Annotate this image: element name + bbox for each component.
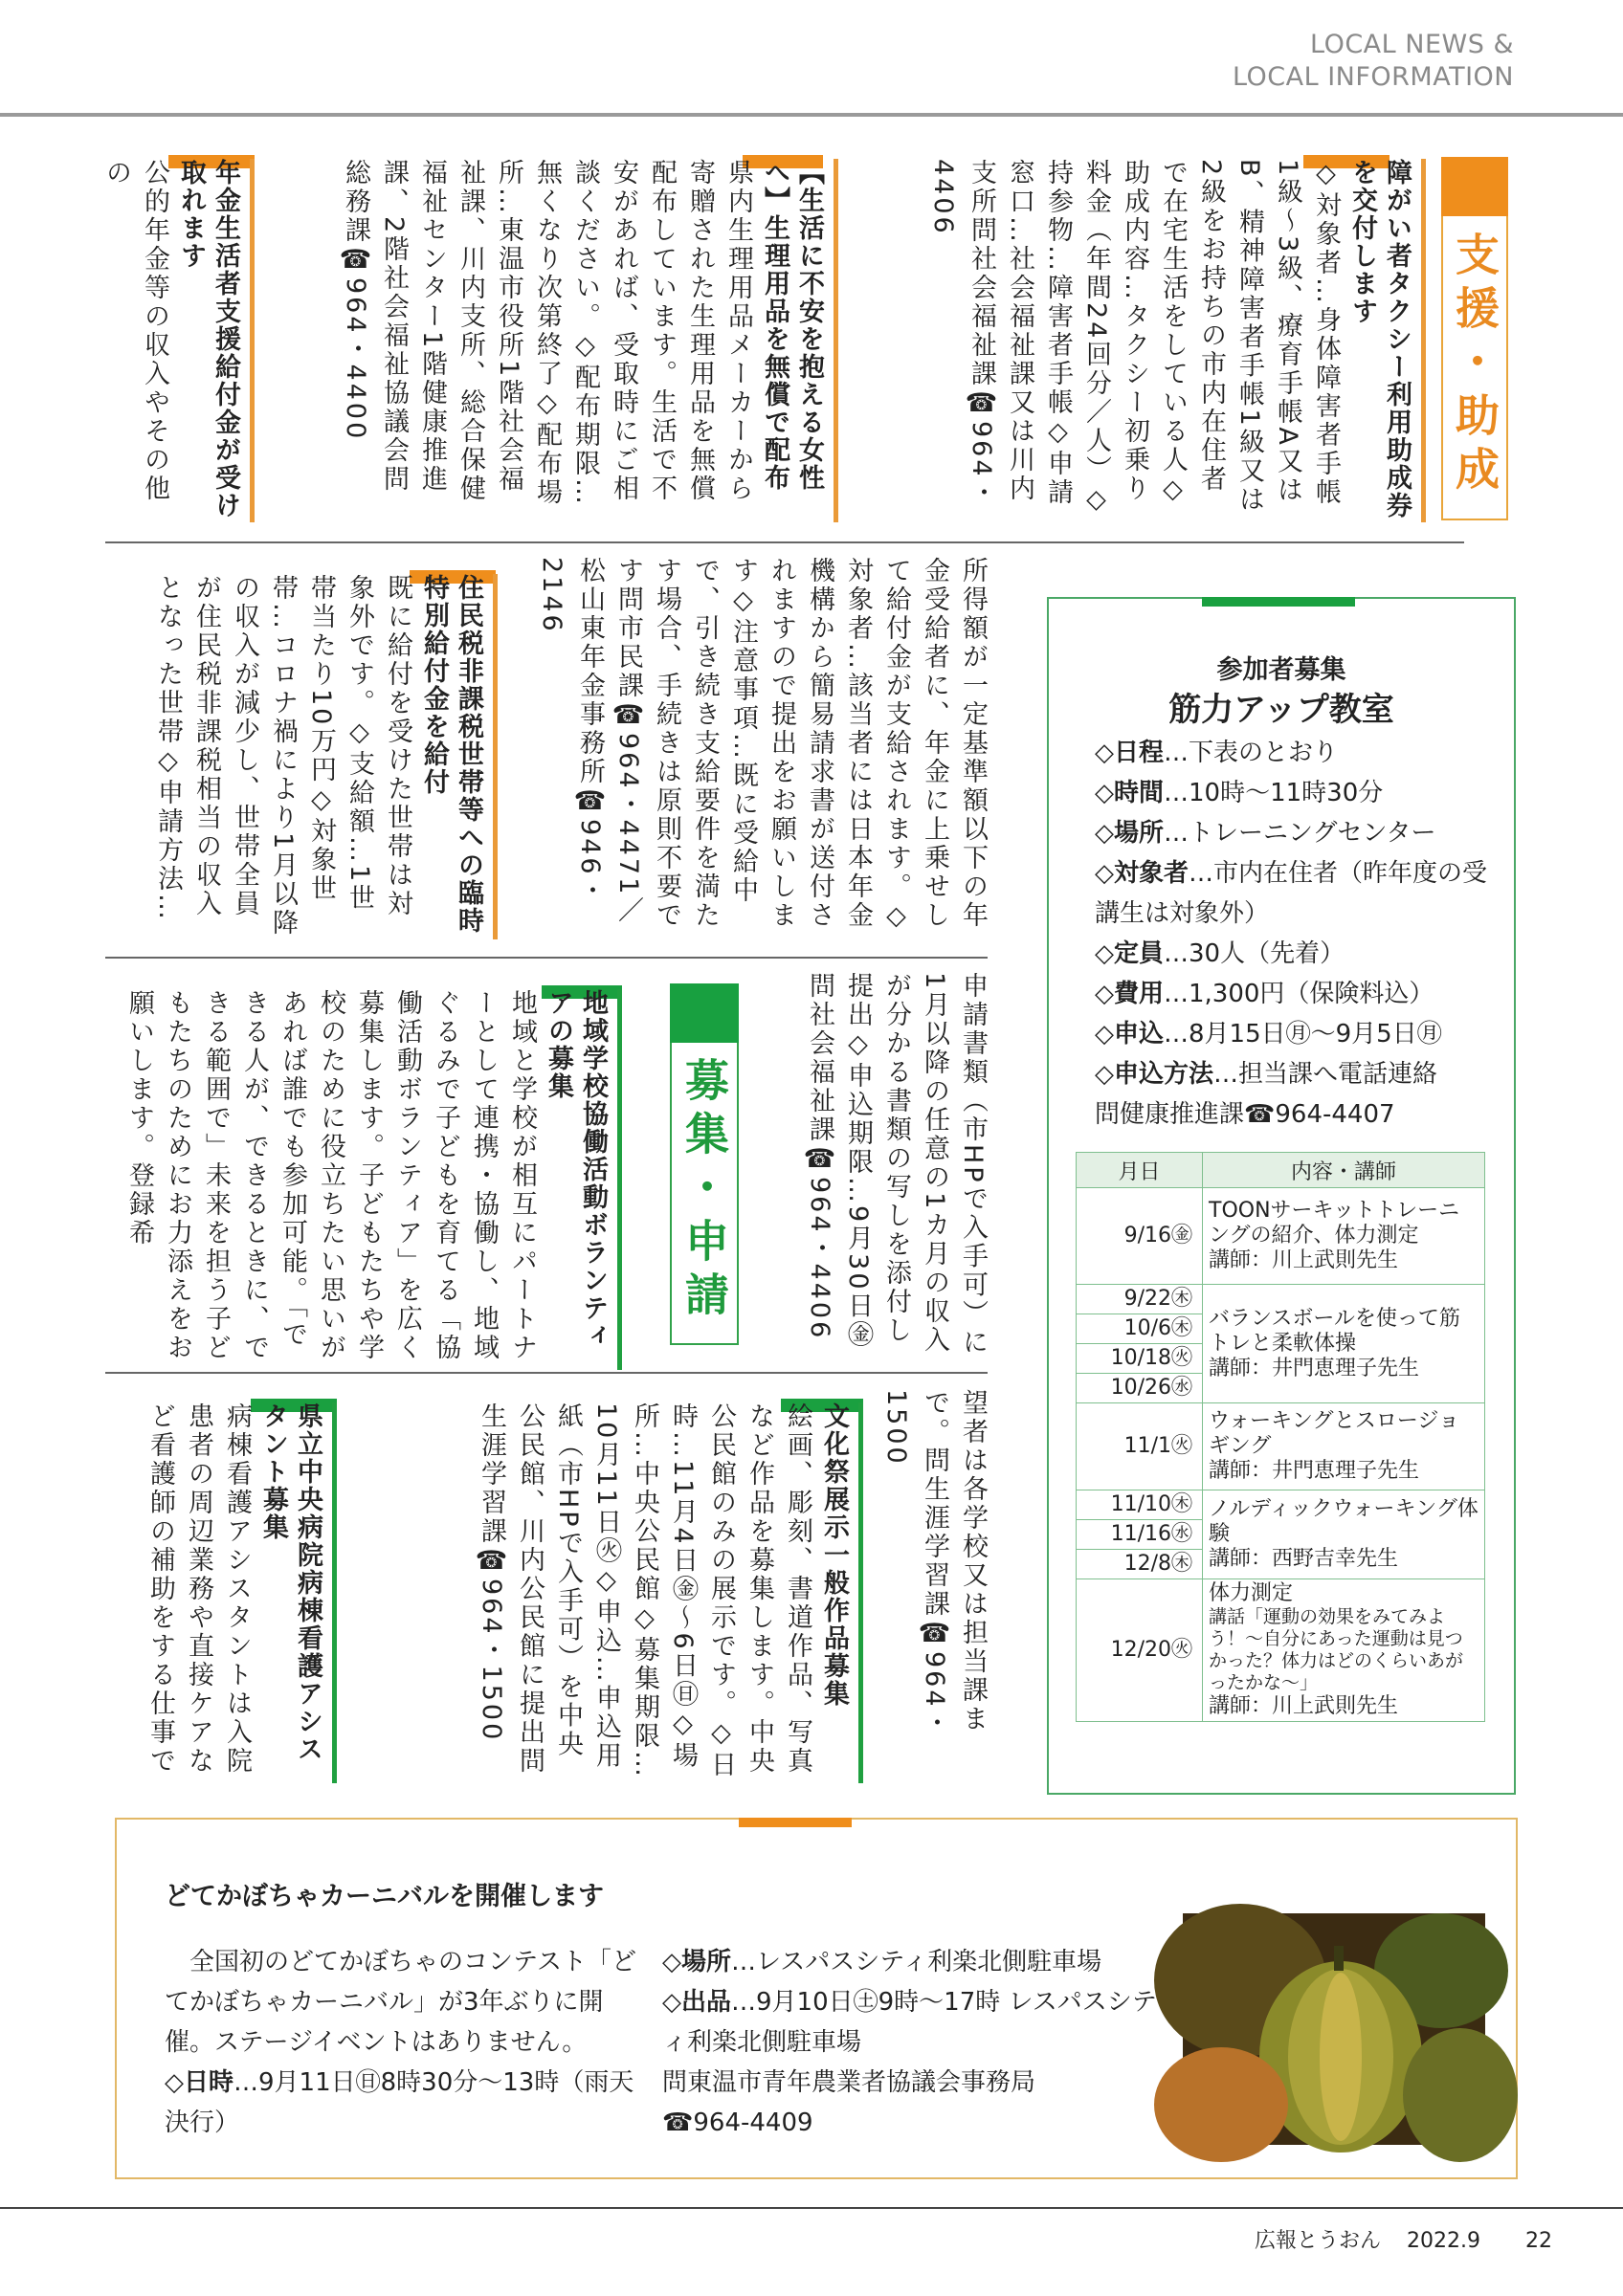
sanitary-contact: 問総務課☎964・4400 [341,159,409,495]
row-content: バランスボールを使って筋トレと柔軟体操 講師：井門恵理子先生 [1203,1285,1485,1403]
carnival-entry: ◇出品…9月10日㊏9時～17時 レスパスシティ利楽北側駐車場 [662,1988,1157,2057]
publication-name: 広報とうおん [1255,2229,1382,2253]
pension-contact: 問市民課☎964・4471／松山東年金事務所☎946・2146 [537,557,643,926]
pumpkin-photo [1183,1913,1485,2145]
row-date: 9/16㊎ [1077,1188,1203,1285]
detail-line: ◇申込…8月15日㊊～9月5日㊊ [1095,1020,1442,1049]
hospital-title: 県立中央病院病棟看護アシスタント募集 [256,1402,337,1783]
school-body-b: 望者は各学校又は担当課まで。問生涯学習課☎964・1500 [881,1389,988,1738]
carnival-box [115,1818,1518,2179]
schedule-table [1076,1152,1485,1722]
sanitary-body: 県内生理用品メーカーから寄贈された生理用品を無償配布しています。生活で不安があれば、受取時にご相談ください。◇配布期限…無くなり次第終了◇配布場所…東温市役所1階社会福祉課、川内支所、総合保健福祉センター1階健康推進課、2階社会福祉協議会問総務課☎964・4400 [341,159,753,507]
pension-title: 年金生活者支援給付金が受け取れます [173,159,255,522]
row-date: 12/20㊋ [1077,1579,1203,1722]
header-date: 月日 [1077,1153,1203,1188]
hospital-article [105,1402,337,1783]
tab-cap [1441,157,1508,216]
carnival-right-text [662,1942,1160,2143]
muscle-class-box [1047,597,1516,1795]
row-date: 10/26㊌ [1077,1374,1203,1403]
carnival-contact-2: ☎964-4409 [662,2108,813,2137]
issue-date: 2022.9 [1407,2229,1480,2253]
tab-cap [670,983,739,1043]
header-content: 内容・講師 [1203,1153,1485,1188]
table-header-row [1077,1153,1485,1188]
pension-body-a: 公的年金等の収入やその他の [101,159,169,503]
footer [1235,2224,1552,2254]
carnival-place: ◇場所…レスパスシティ利楽北側駐車場 [662,1948,1102,1976]
section-label-support: 支援・助成 [1449,232,1501,499]
carnival-left-text [165,1942,643,2143]
table-row [1077,1403,1485,1490]
row-content: 体力測定 講話「運動の効果をみてみよう！～自分にあった運動は見つかった？体力はどのくらいあがったかな～」 講師：川上武則先生 [1203,1579,1485,1722]
divider-3 [105,1372,988,1374]
table-row [1077,1285,1485,1314]
detail-line: ◇対象者…市内在住者（昨年度の受講生は対象外） [1095,859,1488,928]
muscle-title: 筋力アップ教室 [1168,691,1394,729]
school-title: 地域学校協働活動ボランティアの募集 [541,989,622,1370]
section-tab-support [1441,159,1508,520]
detail-line: ◇場所…トレーニングセンター [1095,819,1436,848]
carnival-contact-1: 問東温市青年農業者協議会事務局 [662,2068,1036,2097]
taxexempt-contact: 問社会福祉課☎964・4406 [805,972,834,1341]
pension-article-b [537,557,991,939]
taxexempt-body-b: 申請書類（市HPで入手可）に1月以降の任意の1カ月の収入が分かる書類の写しを添付し提出◇申込期限…9月30日㊎問社会福祉課☎964・4406 [805,972,988,1358]
school-contact: 問生涯学習課☎964・1500 [881,1389,949,1738]
header-rule [0,113,1623,117]
muscle-contact: 問健康推進課☎964-4407 [1095,1100,1395,1129]
festival-title: 文化祭展示一般作品募集 [816,1402,863,1783]
taxexempt-article [105,574,498,939]
section-tab-recruit [670,985,739,1345]
muscle-subtitle: 参加者募集 [1216,655,1346,685]
detail-line: ◇費用…1,300円（保険料込） [1095,980,1434,1008]
divider-1 [105,541,1464,543]
pension-article-a [92,159,255,522]
school-article-b [881,1389,991,1783]
section-label-recruit: 募集・申請 [678,1057,730,1325]
header-line-2: LOCAL INFORMATION [1232,62,1514,92]
table-row [1077,1490,1485,1520]
detail-line: ◇申込方法…担当課へ電話連絡 [1095,1060,1438,1089]
row-date: 11/10㊍ [1077,1490,1203,1520]
carnival-intro: 全国初のどてかぼちゃのコンテスト「どてかぼちゃカーニバル」が3年ぶりに開催。ステージイベントはありません。 [165,1948,636,2057]
header-line-1: LOCAL NEWS & [1309,30,1514,59]
divider-2 [105,957,988,959]
row-date: 12/8㊍ [1077,1550,1203,1579]
row-date: 11/16㊌ [1077,1520,1203,1550]
row-date: 9/22㊍ [1077,1285,1203,1314]
box-cap [739,1818,852,1827]
pumpkin-image [1183,1913,1485,2145]
row-content: ノルディックウォーキング体験 講師：西野吉幸先生 [1203,1490,1485,1579]
sanitary-title: 【生活に不安を抱える女性へ】生理用品を無償で配布 [757,159,838,522]
hospital-body: 病棟看護アシスタントは入院患者の周辺業務や直接ケアなど看護師の補助をする仕事で [145,1402,252,1776]
taxexempt-article-b [783,972,991,1370]
pension-body-b: 所得額が一定基準額以下の年金受給者に、年金に上乗せして給付金が支給されます。◇対象者…該当者には日本年金機構から簡易請求書が送付されますので提出をお願いします◇注意事項…既に受給中で、引き続き支給要件を満たす場合、手続きは原則不要です問市民課☎964・4471／松山東年金事務所☎946・2146 [537,557,988,934]
row-content: TOONサーキットトレーニングの紹介、体力測定 講師：川上武則先生 [1203,1188,1485,1285]
footer-rule [0,2207,1623,2209]
festival-body: 絵画、彫刻、書道作品、写真など作品を募集します。中央公民館のみの展示です。◇日時…11月4日㊎～6日㊐◇場所…中央公民館◇募集期限…10月11日㊋◇申込…申込用紙（市HPで入手可）を中央公民館、川内公民館に提出問生涯学習課☎964・1500 [477,1402,812,1779]
page-number: 22 [1525,2229,1552,2253]
detail-line: ◇日程…下表のとおり [1095,739,1339,767]
taxexempt-title: 住民税非課税世帯等への臨時特別給付金を給付 [416,574,498,939]
carnival-datetime: ◇日時…9月11日㊐8時30分～13時（雨天決行） [165,2068,634,2137]
sanitary-article [297,159,838,522]
muscle-details [1095,733,1506,1135]
taxi-body: ◇対象者…身体障害者手帳1級～3級、療育手帳A又はB、精神障害者手帳1級又は2級をお持ちの市内在住者で在宅生活をしている人◇助成内容…タクシー初乗り料金（年間24回分／人）◇持参物…障害者手帳◇申請窓口…社会福祉課又は川内支所問社会福祉課☎964・4406 [928,159,1341,518]
school-body-a: 地域と学校が相互にパートナーとして連携・協働し、地域ぐるみで子どもを育てる「協働活動ボランティア」を広く募集します。子どもたちや学校のために役立ちたい思いがあれば誰でも参加可能。「できる人が、できるときに、できる範囲で」未来を担う子どもたちのためにお力添えをお願いします。登録希 [124,989,537,1362]
festival-contact: 問生涯学習課☎964・1500 [477,1402,545,1776]
row-date: 10/6㊍ [1077,1314,1203,1344]
school-article [105,989,622,1370]
taxi-title: 障がい者タクシー利用助成券を交付します [1345,159,1426,522]
row-date: 10/18㊋ [1077,1344,1203,1374]
detail-line: ◇定員…30人（先着） [1095,939,1345,968]
taxi-contact: 問社会福祉課☎964・4406 [928,159,996,508]
detail-line: ◇時間…10時～11時30分 [1095,779,1384,807]
carnival-title: どてかぼちゃカーニバルを開催します [165,1882,604,1911]
header-label [1233,29,1514,94]
table-row [1077,1188,1485,1285]
box-cap [1202,597,1355,607]
taxi-article [928,159,1426,522]
row-content: ウォーキングとスロージョギング 講師：井門恵理子先生 [1203,1403,1485,1490]
festival-article [383,1402,863,1783]
taxexempt-body-a: 既に給付を受けた世帯は対象外です。◇支給額…1世帯当たり10万円◇対象世帯…コロナ禍により1月以降の収入が減少し、世帯全員が住民税非課税相当の収入となった世帯◇申請方法… [153,574,412,938]
row-date: 11/1㊋ [1077,1403,1203,1490]
table-row [1077,1579,1485,1722]
